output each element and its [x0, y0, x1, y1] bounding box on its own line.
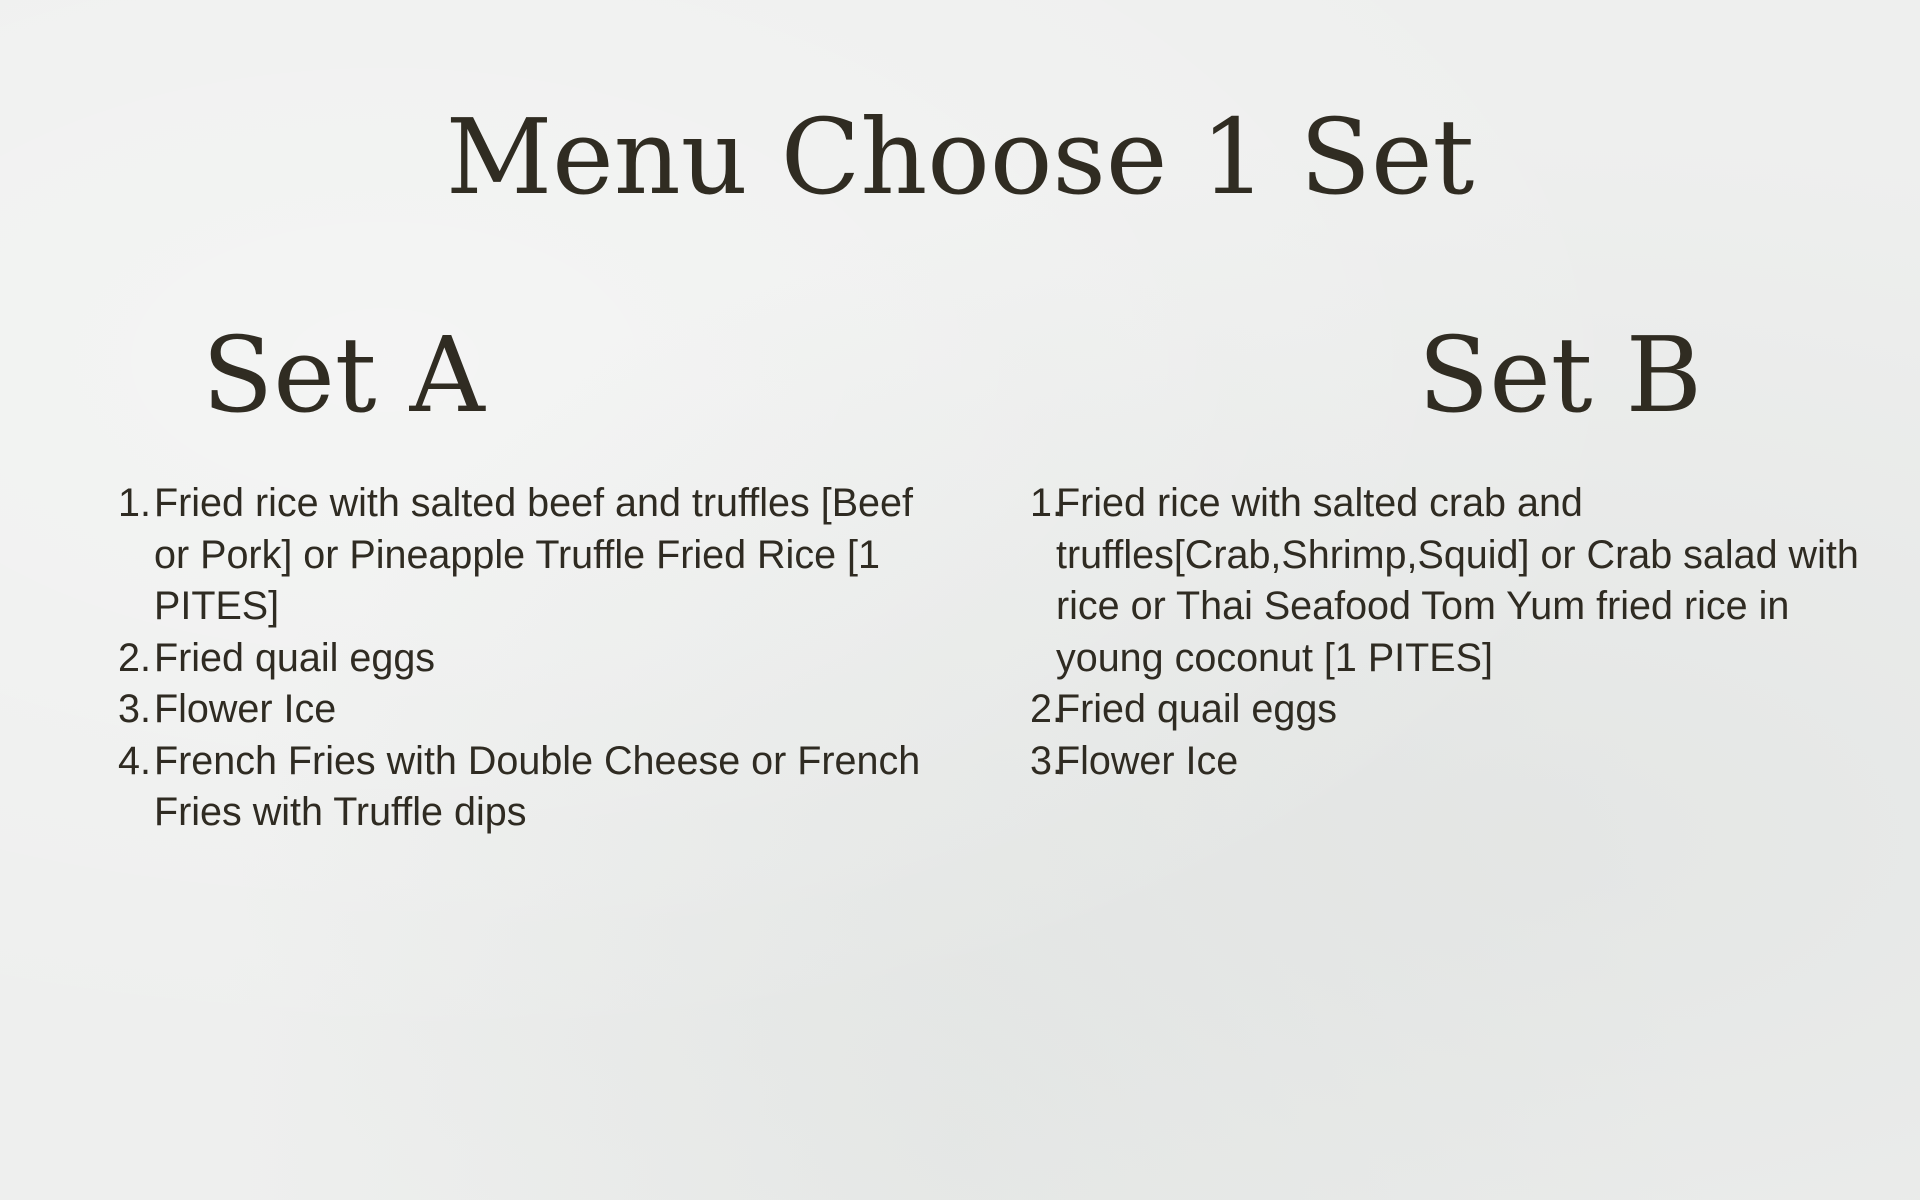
- item-number: 3.: [1030, 738, 1063, 783]
- item-number: 4.: [118, 738, 151, 783]
- item-text: Fried quail eggs: [154, 635, 436, 680]
- set-a-item-list: [118, 478, 958, 839]
- item-number: 2.: [118, 635, 151, 680]
- list-item: [118, 478, 958, 633]
- list-item: [1030, 478, 1890, 684]
- list-item: [118, 633, 958, 685]
- item-number: 3.: [118, 687, 151, 731]
- set-b-item-list: [1030, 478, 1890, 787]
- item-text: Fried rice with salted beef and truffles [Beef or Pork] or Pineapple Truffle Fried Rice [1 PITES]: [154, 481, 913, 628]
- item-text: Fried quail eggs: [1056, 687, 1338, 731]
- page-title: Menu Choose 1 Set: [445, 96, 1475, 218]
- item-text: Flower Ice: [1056, 738, 1239, 783]
- item-number: 1.: [1030, 481, 1063, 525]
- list-item: [118, 684, 958, 736]
- list-item: [1030, 684, 1890, 736]
- item-text: Fried rice with salted crab and truffles[Crab,Shrimp,Squid] or Crab salad with rice or Thai Seafood Tom Yum fried rice in young coconut [1 PITES]: [1056, 481, 1859, 680]
- list-item: [118, 736, 958, 839]
- list-item: [1030, 736, 1890, 788]
- item-number: 2.: [1030, 687, 1063, 731]
- set-b-heading: Set B: [1418, 314, 1703, 436]
- item-text: Flower Ice: [154, 687, 337, 731]
- set-a-heading: Set A: [202, 314, 485, 436]
- item-text: French Fries with Double Cheese or French Fries with Truffle dips: [154, 738, 921, 834]
- item-number: 1.: [118, 481, 151, 525]
